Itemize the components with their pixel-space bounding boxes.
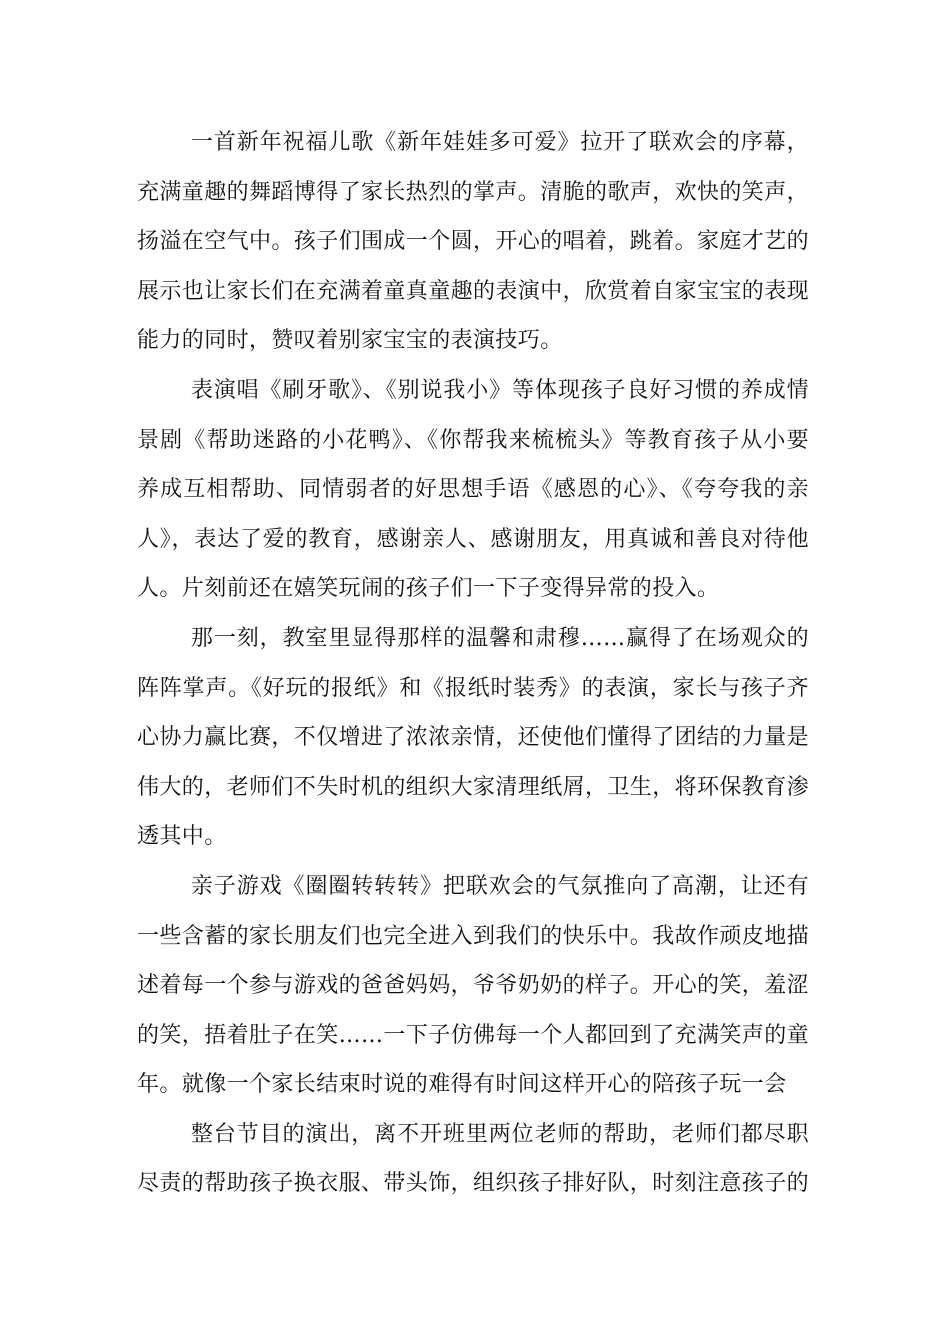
- paragraph-1: 一首新年祝福儿歌《新年娃娃多可爱》拉开了联欢会的序幕，充满童趣的舞蹈博得了家长热烈的掌声。清脆的歌声，欢快的笑声，扬溢在空气中。孩子们围成一个圆，开心的唱着，跳着。家庭才艺的展示也让家长们在充满着童真童趣的表演中，欣赏着自家宝宝的表现能力的同时，赞叹着别家宝宝的表演技巧。: [137, 130, 810, 354]
- paragraph-4: 亲子游戏《圈圈转转转》把联欢会的气氛推向了高潮，让还有一些含蓄的家长朋友们也完全进入到我们的快乐中。我故作顽皮地描述着每一个参与游戏的爸爸妈妈，爷爷奶奶的样子。开心的笑，羞涩的笑，捂着肚子在笑……一下子仿佛每一个人都回到了充满笑声的童年。就像一个家长结束时说的难得有时间这样开心的陪孩子玩一会: [137, 873, 810, 1098]
- document-body: [137, 118, 809, 1209]
- paragraph-5: 整台节目的演出，离不开班里两位老师的帮助，老师们都尽职尽责的帮助孩子换衣服、带头饰，组织孩子排好队，时刻注意孩子的: [137, 1121, 810, 1197]
- paragraph-3: 那一刻，教室里显得那样的温馨和肃穆……赢得了在场观众的阵阵掌声。《好玩的报纸》和《报纸时装秀》的表演，家长与孩子齐心协力赢比赛，不仅增进了浓浓亲情，还使他们懂得了团结的力量是伟大的，老师们不失时机的组织大家清理纸屑，卫生，将环保教育渗透其中。: [137, 625, 810, 850]
- paragraph-2: 表演唱《刷牙歌》、《别说我小》等体现孩子良好习惯的养成情景剧《帮助迷路的小花鸭》、《你帮我来梳梳头》等教育孩子从小要养成互相帮助、同情弱者的好思想手语《感恩的心》、《夸夸我的亲人》，表达了爱的教育，感谢亲人、感谢朋友，用真诚和善良对待他人。片刻前还在嬉笑玩闹的孩子们一下子变得异常的投入。: [137, 377, 809, 602]
